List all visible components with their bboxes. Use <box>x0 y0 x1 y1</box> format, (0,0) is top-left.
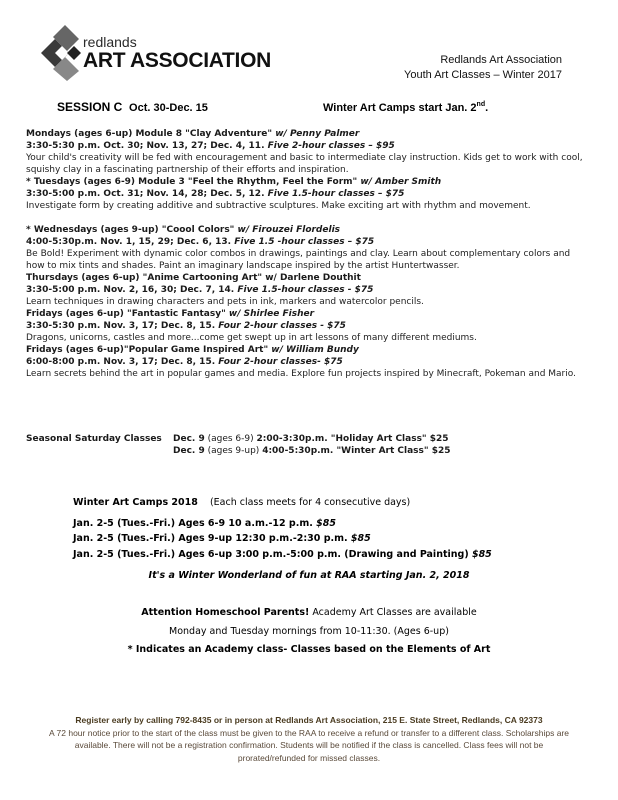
class-description: Your child's creativity will be fed with encouragement and basic to intermediate clay instruction. Kids get to work with cool, <box>26 153 583 163</box>
footer-policy-line: prorated/refunded for missed classes. <box>237 752 381 763</box>
logo-big-text: ART ASSOCIATION <box>83 49 271 72</box>
session-dates: Oct. 30-Dec. 15 <box>129 102 208 114</box>
class-title: Mondays (ages 6-up) Module 8 "Clay Adventure" w/ Penny Palmer <box>26 129 360 139</box>
page-subtitle: Youth Art Classes – Winter 2017 <box>404 69 562 81</box>
org-name: Redlands Art Association <box>440 54 562 66</box>
saturday-label: Seasonal Saturday Classes <box>26 434 162 444</box>
class-title: Fridays (ages 6-up)"Popular Game Inspired Art" w/ William Bundy <box>26 345 359 355</box>
class-title: * Wednesdays (ages 9-up) "Coool Colors" w/ Firouzei Flordelis <box>26 225 341 235</box>
camp-row: Jan. 2-5 (Tues.-Fri.) Ages 6-up 3:00 p.m.-5:00 p.m. (Drawing and Painting) $85 <box>73 549 492 560</box>
class-schedule: 6:00-8:00 p.m. Nov. 3, 17; Dec. 8, 15. Four 2-hour classes- $75 <box>26 357 343 367</box>
raa-logo-icon <box>39 25 81 81</box>
logo-small-text: redlands <box>83 34 137 50</box>
session-heading <box>57 100 208 114</box>
camp-row: Jan. 2-5 (Tues.-Fri.) Ages 6-9 10 a.m.-12 p.m. $85 <box>73 518 336 529</box>
class-description: Investigate form by creating additive and subtractive sculptures. Make exciting art with rhythm and movement. <box>26 201 531 211</box>
footer-policy-line: available. There will not be a registration confirmation. Students will be notified if the class is cancelled. Class fees will not be <box>74 740 544 750</box>
class-description: how to mix tints and shades. Paint an imaginary landscape inspired by the artist Huntertwasser. <box>26 261 460 271</box>
class-schedule: 4:00-5:30p.m. Nov. 1, 15, 29; Dec. 6, 13. Five 1.5 -hour classes – $75 <box>26 237 375 247</box>
class-description: squishy clay in a fascinating partnership of their efforts and inspiration. <box>26 165 349 175</box>
class-title: * Tuesdays (ages 6-9) Module 3 "Feel the Rhythm, Feel the Form" w/ Amber Smith <box>26 177 442 187</box>
class-title: Thursdays (ages 6-up) "Anime Cartooning Art" w/ Darlene Douthit <box>26 273 361 283</box>
class-title: Fridays (ages 6-up) "Fantastic Fantasy" w/ Shirlee Fisher <box>26 309 315 319</box>
logo <box>39 25 271 81</box>
footer <box>0 714 618 764</box>
class-schedule: 3:30-5:00 p.m. Nov. 2, 16, 30; Dec. 7, 14. Five 1.5-hour classes - $75 <box>26 285 374 295</box>
class-description: Be Bold! Experiment with dynamic color combos in drawings, paintings and clay. Learn about complementary colors and <box>26 249 571 259</box>
class-description: Learn techniques in drawing characters and pets in ink, markers and watercolor pencils. <box>26 297 424 307</box>
class-description: Dragons, unicorns, castles and more...come get swept up in art lessons of many different mediums. <box>26 333 477 343</box>
saturday-class-1: Dec. 9 (ages 6-9) 2:00-3:30p.m. "Holiday Art Class" $25 <box>173 434 449 444</box>
homeschool-line-2: Monday and Tuesday mornings from 10-11:30. (Ages 6-up) <box>169 626 449 637</box>
footer-register: Register early by calling 792-8435 or in person at Redlands Art Association, 215 E. State Street, Redlands, CA 92373 <box>75 715 543 725</box>
camps-heading: Winter Art Camps 2018 (Each class meets for 4 consecutive days) <box>73 497 411 508</box>
class-schedule: 3:30-5:30 p.m. Nov. 3, 17; Dec. 8, 15. Four 2-hour classes - $75 <box>26 321 346 331</box>
footer-policy-line: A 72 hour notice prior to the start of the class must be given to the RAA to receive a refund or transfer to a different class. Scholarships are <box>48 727 570 738</box>
camps-start-note: Winter Art Camps start Jan. 2nd. <box>323 101 489 114</box>
saturday-class-2: Dec. 9 (ages 9-up) 4:00-5:30p.m. "Winter Art Class" $25 <box>173 446 451 456</box>
class-schedule: 3:30-5:30 p.m. Oct. 30; Nov. 13, 27; Dec. 4, 11. Five 2-hour classes – $95 <box>26 141 395 151</box>
session-label: SESSION C <box>57 100 123 114</box>
class-description: Learn secrets behind the art in popular games and media. Explore fun projects inspired by Minecraft, Pokeman and Mario. <box>26 369 576 379</box>
homeschool-line-1: Attention Homeschool Parents! Academy Art Classes are available <box>141 607 477 618</box>
academy-note: * Indicates an Academy class- Classes based on the Elements of Art <box>127 644 491 655</box>
class-schedule: 3:30-5:00 p.m. Oct. 31; Nov. 14, 28; Dec. 5, 12. Five 1.5-hour classes – $75 <box>26 189 405 199</box>
camp-row: Jan. 2-5 (Tues.-Fri.) Ages 9-up 12:30 p.m.-2:30 p.m. $85 <box>73 533 371 544</box>
camps-tagline: It's a Winter Wonderland of fun at RAA starting Jan. 2, 2018 <box>148 570 470 581</box>
